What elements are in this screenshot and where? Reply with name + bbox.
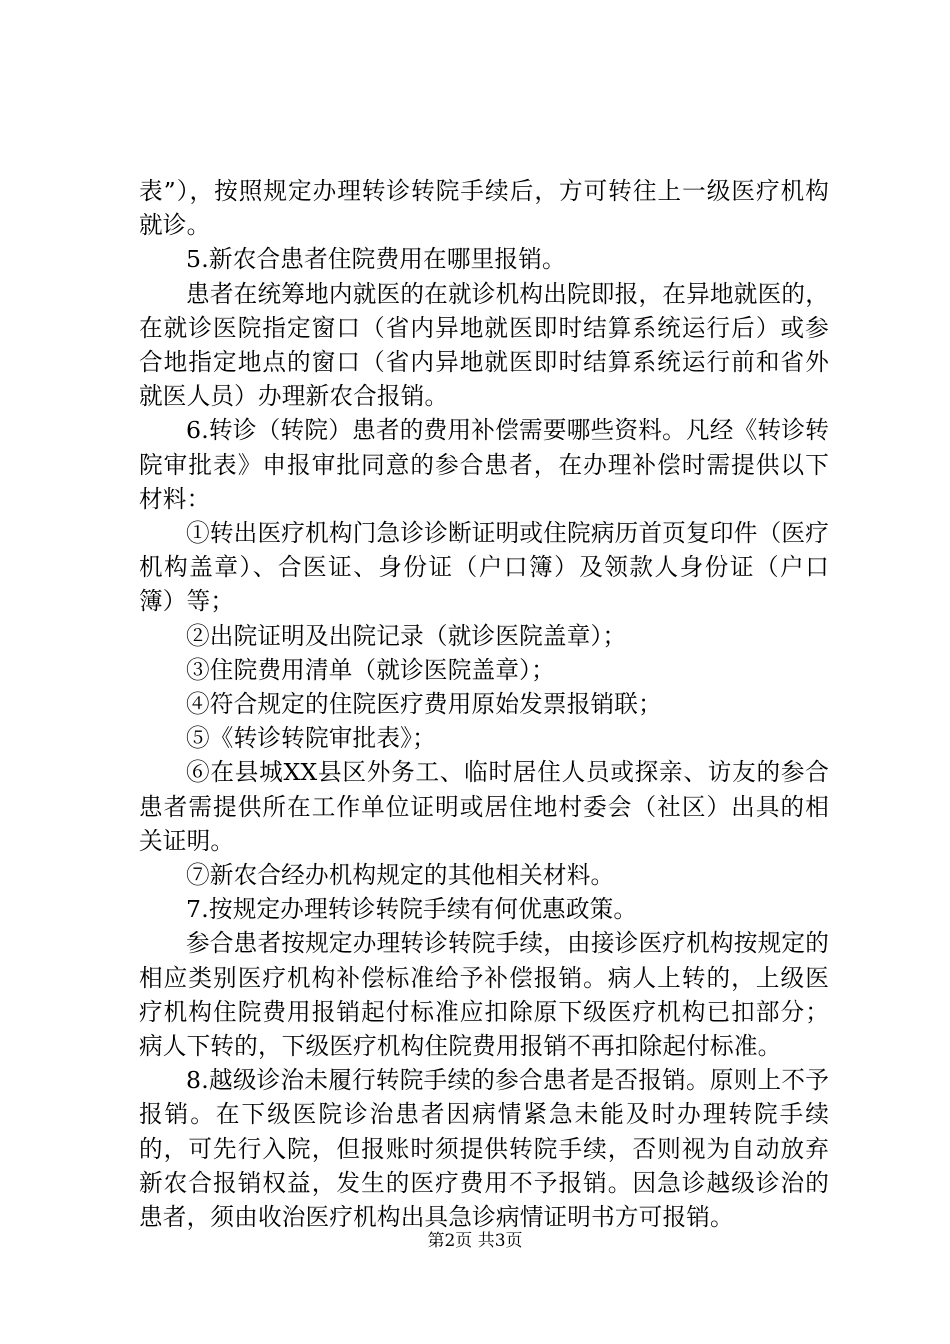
question-7-heading: 7.按规定办理转诊转院手续有何优惠政策。: [186, 895, 638, 924]
material-item-5: ⑤《转诊转院审批表》；: [186, 724, 436, 753]
material-item-7: ⑦新农合经办机构规定的其他相关材料。: [186, 861, 615, 890]
material-item-3: ③住院费用清单（就诊医院盖章）；: [186, 655, 555, 684]
material-item-2: ②出院证明及出院记录（就诊医院盖章）；: [186, 621, 627, 650]
page-number-footer: 第2页 共3页: [427, 1231, 523, 1251]
answer-7-paragraph: 参合患者按规定办理转诊转院手续，由接诊医疗机构按规定的相应类别医疗机构补偿标准给予补偿报销。病人上转的，上级医疗机构住院费用报销起付标准应扣除原下级医疗机构已扣部分；病人下转的，下级医疗机构住院费用报销不再扣除起付标准。: [139, 929, 829, 1061]
paragraph-continuation: 表”），按照规定办理转诊转院手续后，方可转往上一级医疗机构就诊。: [139, 177, 829, 240]
question-6-paragraph: 6.转诊（转院）患者的费用补偿需要哪些资料。凡经《转诊转院审批表》申报审批同意的参合患者，在办理补偿时需提供以下材料：: [139, 416, 829, 513]
question-5-heading: 5.新农合患者住院费用在哪里报销。: [186, 245, 566, 274]
material-item-4: ④符合规定的住院医疗费用原始发票报销联；: [186, 690, 662, 719]
answer-5-paragraph: 患者在统筹地内就医的在就诊机构出院即报，在异地就医的，在就诊医院指定窗口（省内异地就医即时结算系统运行后）或参合地指定地点的窗口（省内异地就医即时结算系统运行前和省外就医人员）办理新农合报销。: [139, 279, 829, 411]
material-item-6: ⑥在县城XX县区外务工、临时居住人员或探亲、访友的参合患者需提供所在工作单位证明或居住地村委会（社区）出具的相关证明。: [139, 758, 829, 855]
question-8-paragraph: 8.越级诊治未履行转院手续的参合患者是否报销。原则上不予报销。在下级医院诊治患者因病情紧急未能及时办理转院手续的，可先行入院，但报账时须提供转院手续，否则视为自动放弃新农合报销权益，发生的医疗费用不予报销。因急诊越级诊治的患者，须由收治医疗机构出具急诊病情证明书方可报销。: [139, 1066, 829, 1232]
document-body: [139, 174, 829, 1234]
material-item-1: ①转出医疗机构门急诊诊断证明或住院病历首页复印件（医疗机构盖章）、合医证、身份证（户口簿）及领款人身份证（户口簿）等；: [139, 519, 829, 616]
